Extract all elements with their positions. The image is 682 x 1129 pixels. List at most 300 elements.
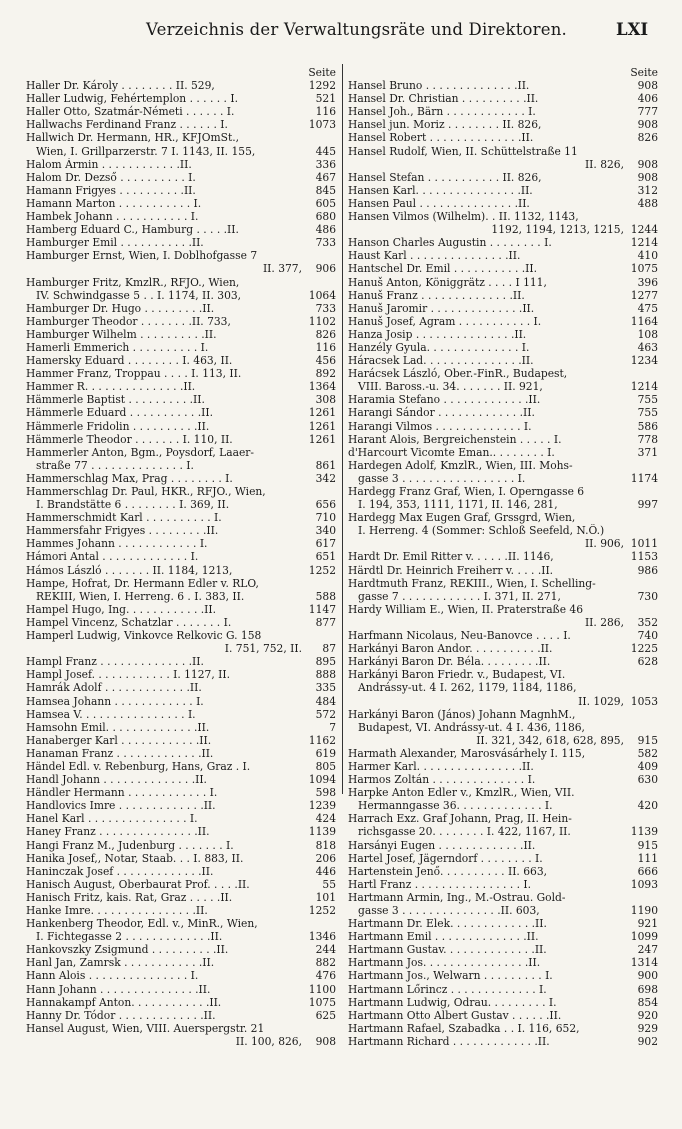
index-entry bbox=[26, 1022, 336, 1035]
index-entry bbox=[348, 1035, 658, 1048]
entry-text: II. 826, bbox=[584, 157, 624, 171]
index-entry bbox=[348, 433, 658, 446]
entry-text: Hämmerle Eduard . . . . . . . . . . .II. bbox=[26, 406, 213, 420]
entry-text: Hanl Jan, Zamrsk . . . . . . . . . . . .II. bbox=[26, 956, 215, 970]
entry-text: Hartmann Otto Albert Gustav . . . . . .II. bbox=[348, 1008, 562, 1022]
index-entry bbox=[348, 131, 658, 144]
index-entry bbox=[26, 996, 336, 1009]
index-entry bbox=[348, 197, 658, 210]
entry-page bbox=[628, 577, 658, 590]
entry-page: 1053 bbox=[630, 694, 658, 708]
index-entry bbox=[348, 786, 658, 799]
index-entry bbox=[26, 289, 336, 302]
index-entry bbox=[348, 118, 658, 131]
index-entry bbox=[26, 603, 336, 616]
entry-page: 845 bbox=[315, 183, 336, 197]
entry-page: 740 bbox=[637, 629, 658, 643]
entry-page: 488 bbox=[637, 196, 658, 210]
index-entry bbox=[348, 721, 658, 734]
index-entry bbox=[348, 236, 658, 249]
entry-text: straße 77 . . . . . . . . . . . . . . I. bbox=[36, 458, 194, 472]
index-entry bbox=[26, 223, 336, 236]
entry-page: 1075 bbox=[308, 995, 336, 1009]
entry-page: 630 bbox=[637, 773, 658, 787]
entry-text: Hansel jun. Moriz . . . . . . . . II. 826, bbox=[348, 118, 542, 132]
entry-text: Hambek Johann . . . . . . . . . . . I. bbox=[26, 210, 199, 224]
entry-page: 908 bbox=[637, 118, 658, 132]
entry-text: II. 1029, bbox=[578, 694, 624, 708]
index-entry bbox=[26, 236, 336, 249]
entry-text: Hámori Antal . . . . . . . . . . . . . I. bbox=[26, 550, 199, 564]
entry-text: Händler Hermann . . . . . . . . . . . . I. bbox=[26, 786, 218, 800]
entry-text: Hämmerle Theodor . . . . . . . I. 110, II. bbox=[26, 432, 233, 446]
entry-page: 1314 bbox=[630, 956, 658, 970]
entry-text: Hardegg Franz Graf, Wien, I. Operngasse 6 bbox=[348, 485, 585, 498]
entry-text: Hansel Stefan . . . . . . . . . . . II. 826, bbox=[348, 170, 542, 184]
entry-text: Hanny Dr. Tódor . . . . . . . . . . . . .II. bbox=[26, 1008, 216, 1022]
entry-text: Hansen Vilmos (Wilhelm). . II. 1132, 1143, bbox=[348, 210, 579, 224]
entry-page: 336 bbox=[315, 157, 336, 171]
entry-page: 651 bbox=[315, 550, 336, 564]
index-entry bbox=[26, 315, 336, 328]
entry-text: Hansel Dr. Christian . . . . . . . . . .II. bbox=[348, 92, 539, 106]
entry-page: 908 bbox=[637, 170, 658, 184]
index-entry bbox=[348, 760, 658, 773]
index-entry bbox=[348, 498, 658, 511]
entry-page: 410 bbox=[637, 249, 658, 263]
entry-page: 308 bbox=[315, 393, 336, 407]
index-entry bbox=[26, 406, 336, 419]
entry-text: Hamburger Emil . . . . . . . . . . .II. bbox=[26, 236, 204, 250]
entry-text: d'Harcourt Vicomte Eman.. . . . . . . . I. bbox=[348, 445, 555, 459]
index-entry bbox=[26, 681, 336, 694]
entry-text: Hamsea Johann . . . . . . . . . . . . I. bbox=[26, 694, 204, 708]
entry-text: Haney Franz . . . . . . . . . . . . . . .II. bbox=[26, 825, 210, 839]
entry-text: Hangi Franz M., Judenburg . . . . . . . I. bbox=[26, 838, 234, 852]
entry-text: Hartmann Emil . . . . . . . . . . . . . .II. bbox=[348, 930, 539, 944]
entry-text: Hamsea V. . . . . . . . . . . . . . . . I. bbox=[26, 707, 196, 721]
entry-page: 1252 bbox=[308, 563, 336, 577]
index-entry bbox=[26, 433, 336, 446]
right-column bbox=[348, 66, 658, 1048]
index-entry bbox=[348, 302, 658, 315]
index-entry bbox=[26, 354, 336, 367]
entry-text: Harangi Vilmos . . . . . . . . . . . . . I. bbox=[348, 419, 532, 433]
entry-text: Hansel Joh., Bärn . . . . . . . . . . . . I. bbox=[348, 105, 536, 119]
entry-page: 625 bbox=[315, 1008, 336, 1022]
entry-page bbox=[628, 891, 658, 904]
entry-page: 7 bbox=[329, 720, 336, 734]
index-entry bbox=[348, 158, 658, 171]
entry-page: 312 bbox=[637, 183, 658, 197]
entry-text: Hardtmuth Franz, REKIII., Wien, I. Schelling- bbox=[348, 576, 596, 590]
entry-page bbox=[628, 459, 658, 472]
entry-page: 908 bbox=[637, 79, 658, 93]
entry-page: 908 bbox=[637, 157, 658, 171]
entry-page bbox=[628, 145, 658, 158]
index-entry bbox=[348, 79, 658, 92]
index-entry bbox=[348, 472, 658, 485]
entry-text: II. 321, 342, 618, 628, 895, bbox=[476, 733, 624, 747]
entry-text: REKIII, Wien, I. Herreng. 6 . I. 383, II. bbox=[36, 589, 245, 603]
entry-page: 902 bbox=[637, 1034, 658, 1048]
entry-text: Haninczak Josef . . . . . . . . . . . . .II. bbox=[26, 864, 214, 878]
entry-text: Harangi Sándor . . . . . . . . . . . . .II. bbox=[348, 406, 535, 420]
entry-text: Andrássy-ut. 4 I. 262, 1179, 1184, 1186, bbox=[358, 681, 577, 695]
entry-page: 108 bbox=[637, 327, 658, 341]
page-header bbox=[0, 18, 682, 44]
entry-page: 805 bbox=[315, 759, 336, 773]
index-entry bbox=[348, 878, 658, 891]
entry-text: Halom Dr. Dezső . . . . . . . . . . I. bbox=[26, 170, 196, 184]
entry-text: Hanson Charles Augustin . . . . . . . . I. bbox=[348, 236, 552, 250]
entry-page bbox=[306, 485, 336, 498]
entry-page: 1364 bbox=[308, 380, 336, 394]
entry-page: 1346 bbox=[308, 930, 336, 944]
entry-text: II. 286, bbox=[584, 615, 624, 629]
entry-text: Hartel Josef, Jägerndorf . . . . . . . . I. bbox=[348, 851, 543, 865]
entry-page: 861 bbox=[315, 458, 336, 472]
entry-page: 87 bbox=[322, 642, 336, 656]
entry-text: Hanika Josef,, Notar, Staab. . . I. 883, II. bbox=[26, 851, 244, 865]
entry-page: 1139 bbox=[308, 825, 336, 839]
entry-page: 1064 bbox=[308, 288, 336, 302]
entry-text: Hartmann Gustav. . . . . . . . . . . . . .II. bbox=[348, 943, 547, 957]
index-entry bbox=[26, 760, 336, 773]
index-entry bbox=[26, 302, 336, 315]
index-entry bbox=[348, 511, 658, 524]
entry-page bbox=[628, 681, 658, 694]
entry-text: Hammer Franz, Troppau . . . . I. 113, II. bbox=[26, 367, 242, 381]
entry-page: 1011 bbox=[630, 537, 658, 551]
entry-text: Hammerler Anton, Bgm., Poysdorf, Laaer- bbox=[26, 445, 255, 459]
index-entry bbox=[348, 930, 658, 943]
entry-page: 1252 bbox=[308, 904, 336, 917]
entry-page: 777 bbox=[637, 105, 658, 119]
entry-text: Hartmann Rafael, Szabadka . . I. 116, 652, bbox=[348, 1021, 580, 1035]
entry-page: 666 bbox=[637, 864, 658, 878]
entry-text: Hammerschlag Max, Prag . . . . . . . . I. bbox=[26, 471, 233, 485]
index-entry bbox=[348, 210, 658, 223]
index-entry bbox=[348, 825, 658, 838]
index-entry bbox=[26, 956, 336, 969]
entry-page: 342 bbox=[315, 471, 336, 485]
index-entry bbox=[348, 799, 658, 812]
page-title: Verzeichnis der Verwaltungsräte und Direktoren. bbox=[146, 20, 568, 39]
entry-page: 456 bbox=[315, 354, 336, 368]
entry-text: gasse 3 . . . . . . . . . . . . . . .II. 603, bbox=[358, 904, 540, 917]
entry-page: 1093 bbox=[630, 877, 658, 891]
index-entry bbox=[26, 564, 336, 577]
entry-text: Hampe, Hofrat, Dr. Hermann Edler v. RLO, bbox=[26, 576, 259, 590]
index-entry bbox=[26, 380, 336, 393]
entry-page: 656 bbox=[315, 498, 336, 512]
entry-page: 55 bbox=[322, 877, 336, 891]
entry-page: 778 bbox=[637, 432, 658, 446]
entry-text: Halom Ármin . . . . . . . . . . . .II. bbox=[26, 157, 192, 171]
entry-page: 986 bbox=[637, 563, 658, 577]
index-entry bbox=[348, 629, 658, 642]
index-entry bbox=[26, 695, 336, 708]
index-entry bbox=[26, 459, 336, 472]
entry-page: 680 bbox=[315, 210, 336, 224]
entry-text: Harmath Alexander, Marosvásárhely I. 115, bbox=[348, 746, 586, 760]
entry-page bbox=[306, 1022, 336, 1035]
index-entry bbox=[348, 393, 658, 406]
index-entry bbox=[348, 328, 658, 341]
index-entry bbox=[26, 917, 336, 930]
index-entry bbox=[348, 184, 658, 197]
entry-text: Harsányi Eugen . . . . . . . . . . . . .II. bbox=[348, 838, 536, 852]
index-entry bbox=[26, 878, 336, 891]
entry-text: Hamburger Theodor . . . . . . . .II. 733, bbox=[26, 314, 231, 328]
index-entry bbox=[26, 276, 336, 289]
entry-text: Haller Otto, Szatmár-Németi . . . . . . I. bbox=[26, 105, 235, 119]
index-entry bbox=[26, 786, 336, 799]
entry-text: Hann Alois . . . . . . . . . . . . . . . I. bbox=[26, 969, 199, 983]
index-entry bbox=[348, 852, 658, 865]
index-entry bbox=[26, 904, 336, 917]
index-entry bbox=[26, 341, 336, 354]
entry-page: 920 bbox=[637, 1008, 658, 1022]
entry-page: 1164 bbox=[630, 314, 658, 328]
entry-page: 116 bbox=[315, 105, 336, 119]
index-entry bbox=[348, 380, 658, 393]
entry-page: 116 bbox=[315, 340, 336, 354]
index-entry bbox=[26, 1035, 336, 1048]
entry-page bbox=[628, 708, 658, 721]
entry-text: Hämmerle Fridolin . . . . . . . . . .II. bbox=[26, 419, 210, 433]
index-entry bbox=[26, 145, 336, 158]
entry-text: Harácsek László, Ober.-FinR., Budapest, bbox=[348, 367, 568, 381]
entry-page: 826 bbox=[637, 131, 658, 145]
entry-page: 111 bbox=[637, 851, 658, 865]
index-entry bbox=[348, 537, 658, 550]
entry-text: Hardy William E., Wien, II. Praterstraße 46 bbox=[348, 602, 584, 616]
index-entry bbox=[348, 289, 658, 302]
entry-text: Hammerschmidt Karl . . . . . . . . . . I. bbox=[26, 511, 222, 525]
entry-page: 605 bbox=[315, 196, 336, 210]
index-entry bbox=[26, 446, 336, 459]
entry-text: Hantschel Dr. Emil . . . . . . . . . . .II. bbox=[348, 262, 538, 276]
entry-text: Hamsohn Emil. . . . . . . . . . . . . .II. bbox=[26, 720, 210, 734]
entry-page: 1261 bbox=[308, 419, 336, 433]
entry-text: Hardegen Adolf, KmzlR., Wien, III. Mohs- bbox=[348, 458, 573, 472]
index-entry bbox=[348, 92, 658, 105]
entry-text: Hamburger Fritz, KmzlR., RFJO., Wien, bbox=[26, 275, 240, 289]
entry-page: 877 bbox=[315, 615, 336, 629]
page-number: LXI bbox=[616, 20, 649, 39]
entry-text: Hallwachs Ferdinand Franz . . . . . . I. bbox=[26, 118, 228, 132]
index-entry bbox=[348, 105, 658, 118]
entry-text: gasse 3 . . . . . . . . . . . . . . . . . I. bbox=[358, 471, 526, 485]
entry-page: 882 bbox=[315, 956, 336, 970]
entry-page: 598 bbox=[315, 786, 336, 800]
entry-page: 371 bbox=[637, 445, 658, 459]
entry-page: 698 bbox=[637, 982, 658, 996]
entry-text: Hämmerle Baptist . . . . . . . . . .II. bbox=[26, 393, 205, 407]
entry-text: Hammes Johann . . . . . . . . . . . . I. bbox=[26, 537, 208, 551]
entry-text: Hartmann Dr. Elek. . . . . . . . . . . . .II. bbox=[348, 917, 547, 931]
entry-page bbox=[306, 131, 336, 144]
entry-page: 406 bbox=[637, 92, 658, 106]
entry-page bbox=[628, 721, 658, 734]
entry-text: Hanisch August, Oberbaurat Prof. . . . .II. bbox=[26, 877, 250, 891]
index-entry bbox=[26, 642, 336, 655]
entry-text: Hanaman Franz . . . . . . . . . . . . .II. bbox=[26, 746, 214, 760]
index-entry bbox=[348, 354, 658, 367]
entry-page: 1075 bbox=[630, 262, 658, 276]
entry-text: II. 100, 826, bbox=[235, 1034, 302, 1048]
index-entry bbox=[348, 524, 658, 537]
entry-page: 475 bbox=[637, 301, 658, 315]
entry-page: 476 bbox=[315, 969, 336, 983]
entry-page: 463 bbox=[637, 340, 658, 354]
index-entry bbox=[348, 891, 658, 904]
index-entry bbox=[348, 249, 658, 262]
index-entry bbox=[26, 210, 336, 223]
index-entry bbox=[26, 983, 336, 996]
index-entry bbox=[26, 262, 336, 275]
entry-page: 929 bbox=[637, 1021, 658, 1035]
index-entry bbox=[348, 1022, 658, 1035]
entry-page: 446 bbox=[315, 864, 336, 878]
entry-text: Hankenberg Theodor, Edl. v., MinR., Wien, bbox=[26, 917, 258, 931]
entry-page: 352 bbox=[637, 615, 658, 629]
index-entry bbox=[26, 721, 336, 734]
entry-page: 617 bbox=[315, 537, 336, 551]
entry-page: 900 bbox=[637, 969, 658, 983]
entry-text: Hamburger Ernst, Wien, I. Doblhofgasse 7 bbox=[26, 249, 258, 263]
entry-page bbox=[306, 446, 336, 459]
index-entry bbox=[348, 446, 658, 459]
index-entry bbox=[26, 969, 336, 982]
entry-text: II. 906, bbox=[584, 537, 624, 551]
index-entry bbox=[26, 668, 336, 681]
index-entry bbox=[26, 367, 336, 380]
index-entry bbox=[26, 891, 336, 904]
entry-text: Hartmann Richard . . . . . . . . . . . . .II. bbox=[348, 1034, 550, 1048]
index-entry bbox=[348, 943, 658, 956]
index-entry bbox=[348, 603, 658, 616]
index-entry bbox=[26, 511, 336, 524]
entry-page: 892 bbox=[315, 367, 336, 381]
entry-page: 1102 bbox=[308, 314, 336, 328]
index-entry bbox=[26, 655, 336, 668]
entry-text: Hamersky Eduard . . . . . . . . I. 463, II. bbox=[26, 354, 233, 368]
entry-page: 1244 bbox=[630, 223, 658, 237]
entry-page bbox=[628, 603, 658, 616]
entry-text: Haramia Stefano . . . . . . . . . . . . .II. bbox=[348, 393, 541, 407]
index-entry bbox=[348, 1009, 658, 1022]
entry-page: 1261 bbox=[308, 406, 336, 420]
entry-page: 467 bbox=[315, 170, 336, 184]
index-entry bbox=[348, 983, 658, 996]
index-entry bbox=[26, 197, 336, 210]
index-entry bbox=[348, 642, 658, 655]
entry-page bbox=[628, 210, 658, 223]
index-entry bbox=[348, 917, 658, 930]
entry-text: gasse 7 . . . . . . . . . . . . I. 371, II. 271, bbox=[358, 589, 561, 603]
entry-text: Hamann Marton . . . . . . . . . . . I. bbox=[26, 196, 202, 210]
entry-page: 335 bbox=[315, 681, 336, 695]
entry-page bbox=[306, 249, 336, 262]
entry-page: 1239 bbox=[308, 799, 336, 813]
index-entry bbox=[348, 695, 658, 708]
entry-page: 1261 bbox=[308, 432, 336, 446]
entry-text: Hamerli Emmerich . . . . . . . . . . I. bbox=[26, 340, 209, 354]
index-entry bbox=[348, 420, 658, 433]
index-entry bbox=[26, 118, 336, 131]
entry-text: richsgasse 20. . . . . . . . I. 422, 1167, II. bbox=[358, 825, 571, 839]
index-entry bbox=[26, 158, 336, 171]
entry-page: 445 bbox=[315, 144, 336, 158]
entry-text: Hartmann Lőrincz . . . . . . . . . . . . . I. bbox=[348, 982, 547, 996]
index-entry bbox=[26, 852, 336, 865]
entry-text: Harpke Anton Edler v., KmzlR., Wien, VII. bbox=[348, 786, 575, 800]
entry-page: 247 bbox=[637, 943, 658, 957]
index-entry bbox=[348, 276, 658, 289]
entry-text: Harkányi Baron (János) Johann MagnhM., bbox=[348, 707, 576, 721]
index-entry bbox=[348, 747, 658, 760]
index-entry bbox=[348, 865, 658, 878]
entry-text: Hamberg Eduard C., Hamburg . . . . .II. bbox=[26, 223, 239, 237]
entry-text: Hansel August, Wien, VIII. Auerspergstr. 21 bbox=[26, 1021, 265, 1035]
index-entry bbox=[348, 171, 658, 184]
entry-page bbox=[628, 485, 658, 498]
entry-text: Hammersfahr Frigyes . . . . . . . . .II. bbox=[26, 524, 219, 538]
index-entry bbox=[348, 655, 658, 668]
entry-text: Haust Karl . . . . . . . . . . . . . . .II. bbox=[348, 249, 521, 263]
entry-page: 1214 bbox=[630, 236, 658, 250]
index-entry bbox=[26, 812, 336, 825]
entry-text: IV. Schwindgasse 5 . . I. 1174, II. 303, bbox=[36, 288, 242, 302]
entry-text: Hamrák Adolf . . . . . . . . . . . . .II. bbox=[26, 681, 202, 695]
index-entry bbox=[26, 420, 336, 433]
entry-page: 1073 bbox=[308, 118, 336, 132]
entry-text: Hanuš Anton, Königgrätz . . . . I 111, bbox=[348, 275, 547, 289]
entry-text: Hartenstein Jenő. . . . . . . . . . II. 663, bbox=[348, 864, 548, 878]
index-entry bbox=[26, 92, 336, 105]
index-entry bbox=[26, 799, 336, 812]
entry-text: Hartmann Ludwig, Odrau. . . . . . . . . I. bbox=[348, 995, 557, 1009]
index-entry bbox=[26, 485, 336, 498]
entry-page: 1094 bbox=[308, 773, 336, 787]
entry-page: 409 bbox=[637, 759, 658, 773]
entry-page: 1099 bbox=[630, 930, 658, 944]
entry-text: Handlovics Imre . . . . . . . . . . . . .II. bbox=[26, 799, 216, 813]
entry-text: Harkányi Baron Andor. . . . . . . . . . .II. bbox=[348, 642, 553, 656]
entry-page: 1225 bbox=[630, 642, 658, 656]
entry-text: Hartl Franz . . . . . . . . . . . . . . . . I. bbox=[348, 877, 532, 891]
index-entry bbox=[26, 171, 336, 184]
entry-page: 1174 bbox=[630, 471, 658, 485]
index-entry bbox=[26, 550, 336, 563]
index-entry bbox=[348, 904, 658, 917]
index-entry bbox=[348, 812, 658, 825]
index-entry bbox=[26, 537, 336, 550]
index-entry bbox=[348, 145, 658, 158]
entry-page: 588 bbox=[315, 589, 336, 603]
entry-page: 1139 bbox=[630, 825, 658, 839]
index-entry bbox=[26, 577, 336, 590]
entry-page bbox=[306, 577, 336, 590]
index-entry bbox=[348, 839, 658, 852]
entry-text: Hámos László . . . . . . . II. 1184, 1213, bbox=[26, 563, 233, 577]
seite-label: Seite bbox=[630, 66, 658, 79]
entry-page: 921 bbox=[637, 917, 658, 931]
entry-text: Háracsek Lad. . . . . . . . . . . . . . .II. bbox=[348, 354, 534, 368]
